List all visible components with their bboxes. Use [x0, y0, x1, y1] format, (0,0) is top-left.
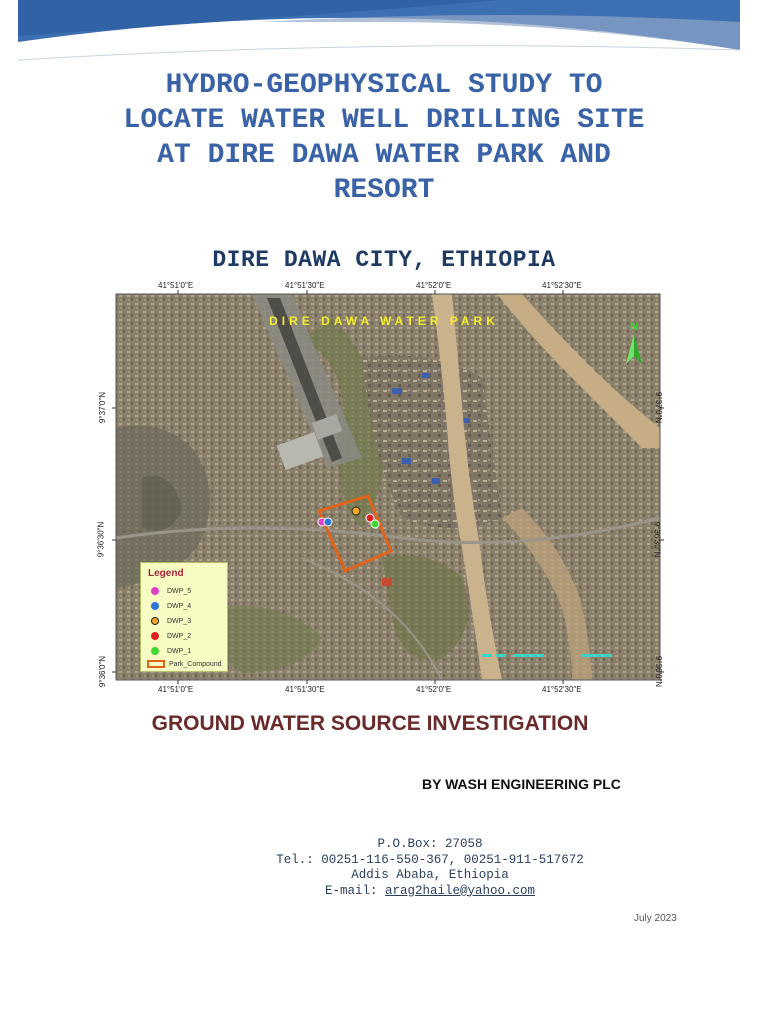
email-link[interactable]: arag2haile@yahoo.com: [385, 883, 536, 898]
y-tick-label: 9°37'0"N: [654, 391, 664, 424]
x-tick-label: 41°52'30"E: [542, 281, 582, 290]
legend-swatch: [151, 647, 159, 655]
y-tick-label: 9°36'30"N: [96, 521, 106, 558]
legend-label: DWP_2: [167, 632, 192, 640]
title-line: AT DIRE DAWA WATER PARK AND: [157, 140, 611, 171]
title-line: HYDRO-GEOPHYSICAL STUDY TO: [165, 70, 603, 101]
map-title: DIRE DAWA WATER PARK: [269, 314, 499, 328]
legend-item: [151, 630, 191, 642]
document-title: [40, 68, 728, 208]
legend-swatch: [151, 632, 159, 640]
legend-item: [151, 645, 191, 657]
legend-label: DWP_5: [167, 587, 192, 595]
telephone-line: [200, 853, 660, 869]
legend-label: DWP_4: [167, 602, 192, 610]
map-legend: [140, 562, 228, 672]
legend-item: [151, 658, 222, 670]
header-banner: [0, 0, 768, 70]
document-date: July 2023: [634, 913, 677, 924]
email-line: [200, 884, 660, 900]
y-tick-label: 9°36'30"N: [652, 521, 662, 558]
y-tick-label: 9°36'0"N: [98, 655, 108, 688]
legend-item: [151, 600, 191, 612]
title-line: LOCATE WATER WELL DRILLING SITE: [123, 105, 645, 136]
document-subtitle: DIRE DAWA CITY, ETHIOPIA: [212, 247, 556, 273]
x-tick-label: 41°51'0"E: [158, 685, 194, 694]
contact-block: [200, 837, 660, 899]
title-line: RESORT: [333, 175, 435, 206]
legend-label: DWP_3: [167, 617, 192, 625]
address: Addis Ababa, Ethiopia: [351, 868, 509, 882]
legend-swatch: [147, 660, 165, 668]
author-line: BY WASH ENGINEERING PLC: [422, 776, 621, 792]
y-tick-label: 9°36'0"N: [654, 655, 664, 688]
legend-item: [151, 585, 191, 597]
telephone-numbers: 00251-116-550-367, 00251-911-517672: [321, 852, 584, 867]
legend-label: Park_Compound: [169, 660, 222, 668]
x-tick-label: 41°51'0"E: [158, 281, 194, 290]
po-box: P.O.Box: 27058: [377, 837, 483, 851]
legend-label: DWP_1: [167, 647, 192, 655]
legend-item: [151, 615, 191, 627]
x-tick-label: 41°52'0"E: [416, 685, 452, 694]
x-tick-label: 41°52'0"E: [416, 281, 452, 290]
legend-swatch: [151, 587, 159, 595]
y-tick-label: 9°37'0"N: [98, 391, 108, 424]
investigation-title: GROUND WATER SOURCE INVESTIGATION: [151, 712, 589, 735]
x-tick-label: 41°51'30"E: [285, 281, 325, 290]
legend-swatch: [151, 602, 159, 610]
telephone-label: Tel.:: [276, 852, 314, 867]
x-tick-label: 41°51'30"E: [285, 685, 325, 694]
email-label: E-mail:: [324, 883, 378, 898]
north-arrow-icon: [622, 318, 646, 368]
location-map: [96, 278, 682, 698]
north-label: N: [630, 321, 638, 333]
legend-title: Legend: [148, 568, 184, 579]
x-tick-label: 41°52'30"E: [542, 685, 582, 694]
legend-swatch: [151, 617, 159, 625]
